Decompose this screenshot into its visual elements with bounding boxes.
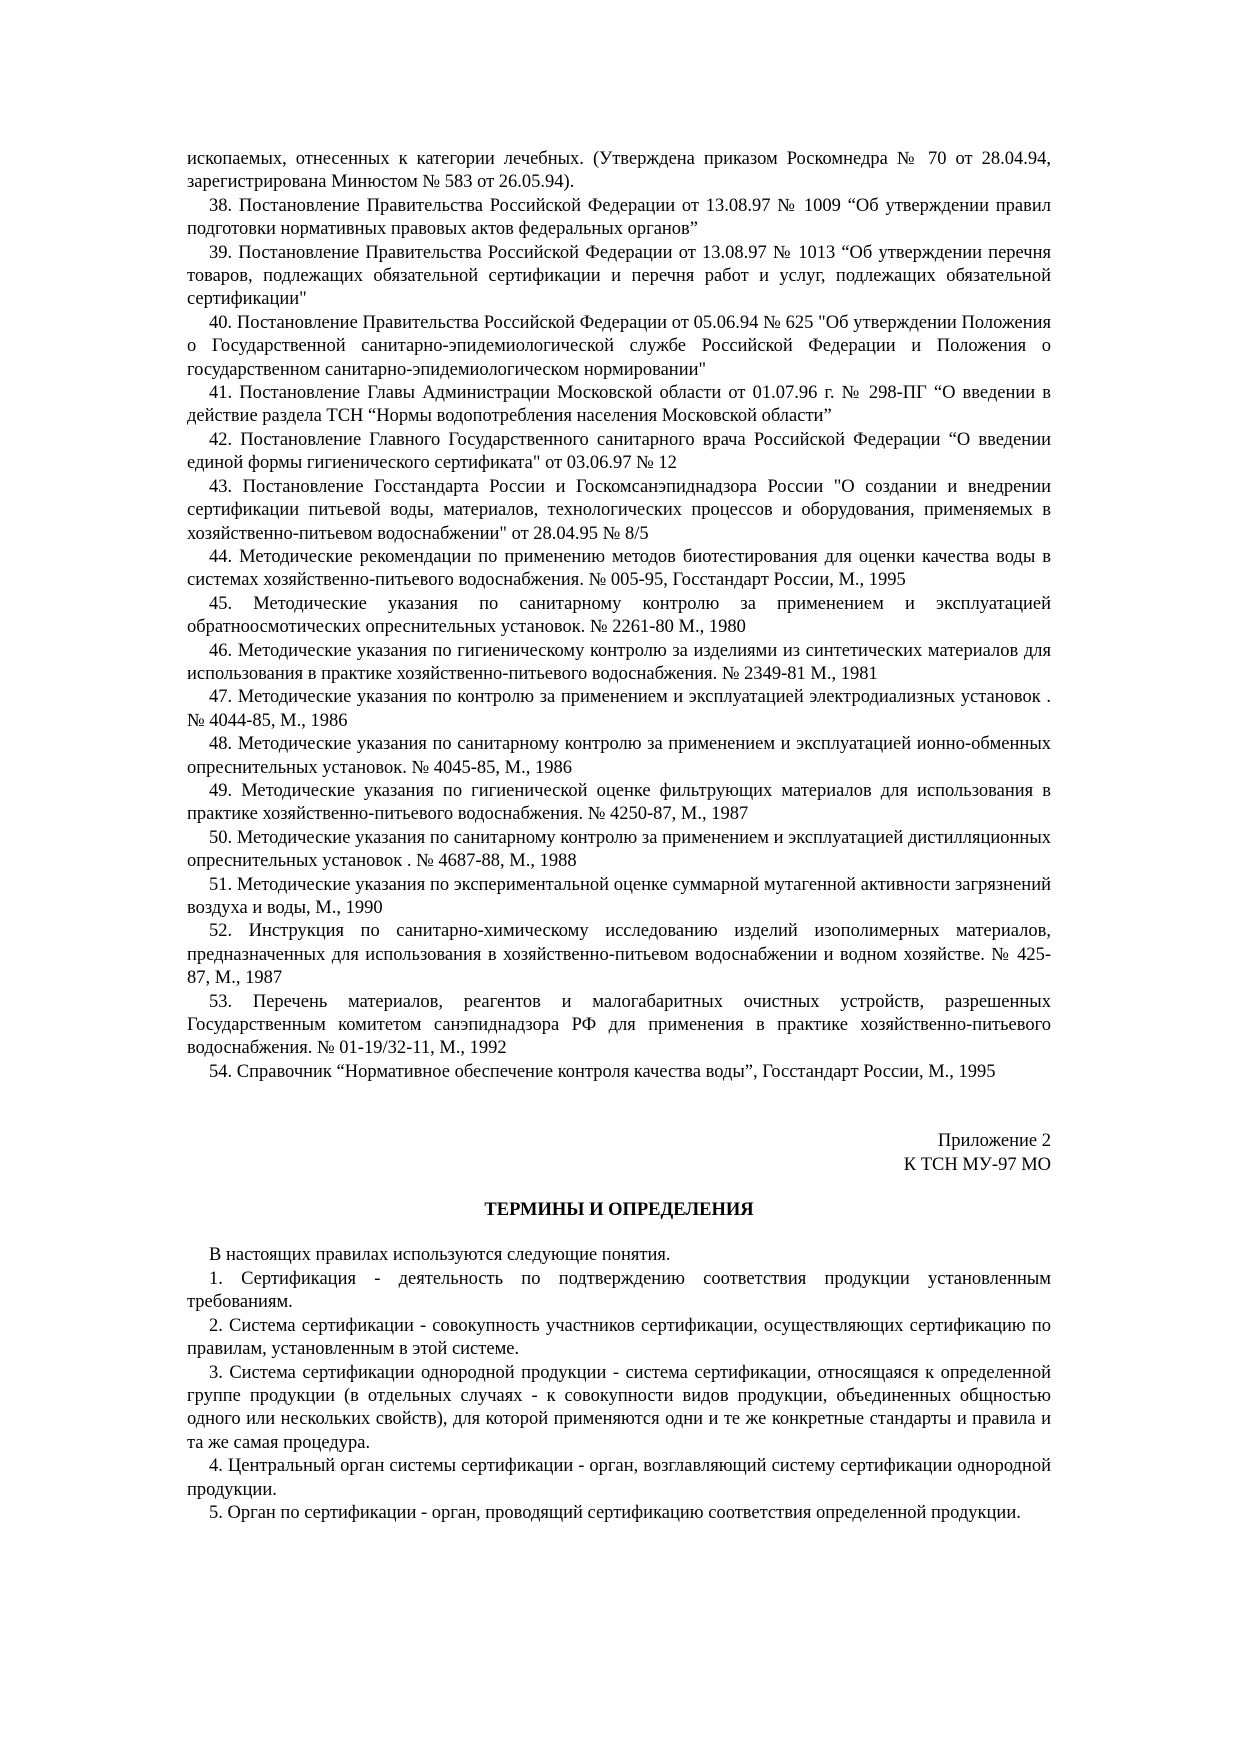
- appendix-reference: К ТСН МУ-97 МО: [903, 1154, 1051, 1175]
- reference-item: 53. Перечень материалов, реагентов и малогабаритных очистных устройств, разрешенных Государственным комитетом санэпиднадзора РФ для применения в практике хозяйственно-питьевого водоснабжения. № 01-19/32-11, М., 1992: [187, 991, 1051, 1059]
- reference-item: 47. Методические указания по контролю за применением и эксплуатацией электродиализных установок . № 4044-85, М., 1986: [187, 687, 1051, 731]
- definition-item: 1. Сертификация - деятельность по подтверждению соответствия продукции установленным требованиям.: [187, 1268, 1051, 1313]
- reference-item: 42. Постановление Главного Государственного санитарного врача Российской Федерации “О введении единой формы гигиенического сертификата" от 03.06.97 № 12: [187, 429, 1051, 474]
- appendix-label: [187, 1130, 1051, 1177]
- reference-item: 41. Постановление Главы Администрации Московской области от 01.07.96 г. № 298-ПГ “О введении в действие раздела ТСН “Нормы водопотребления населения Московской области”: [187, 383, 1051, 427]
- reference-item: 52. Инструкция по санитарно-химическому исследованию изделий изополимерных материалов, предназначенных для использования в хозяйственно-питьевом водоснабжении и водном хозяйстве. № 425-87, М., 1987: [187, 921, 1051, 989]
- spacer: [187, 1084, 1051, 1130]
- spacer: [187, 1177, 1051, 1199]
- spacer: [187, 1222, 1051, 1244]
- reference-item: 39. Постановление Правительства Российской Федерации от 13.08.97 № 1013 “Об утверждении перечня товаров, подлежащих обязательной сертификации и перечня работ и услуг, подлежащих обязательной сертификации": [187, 242, 1051, 310]
- page-content: [187, 148, 1051, 1525]
- reference-item: 45. Методические указания по санитарному контролю за применением и эксплуатацией обратноосмотических опреснительных установок. № 2261-80 М., 1980: [187, 593, 1051, 638]
- section-title: ТЕРМИНЫ И ОПРЕДЕЛЕНИЯ: [484, 1200, 754, 1221]
- definitions-intro: В настоящих правилах используются следующие понятия.: [209, 1245, 671, 1266]
- definition-item: 5. Орган по сертификации - орган, проводящий сертификацию соответствия определенной продукции.: [209, 1502, 1021, 1523]
- reference-item: 48. Методические указания по санитарному контролю за применением и эксплуатацией ионно-обменных опреснительных установок. № 4045-85, М., 1986: [187, 734, 1051, 778]
- reference-item: 49. Методические указания по гигиенической оценке фильтрующих материалов для использования в практике хозяйственно-питьевого водоснабжения. № 4250-87, М., 1987: [187, 780, 1051, 825]
- reference-item: 40. Постановление Правительства Российской Федерации от 05.06.94 № 625 "Об утверждении Положения о Государственной санитарно-эпидемиологической службе Российской Федерации и Положения о государственном санитарно-эпидемиологическом нормировании": [187, 312, 1051, 380]
- reference-item: 38. Постановление Правительства Российской Федерации от 13.08.97 № 1009 “Об утверждении правил подготовки нормативных правовых актов федеральных органов”: [187, 195, 1051, 240]
- reference-item: 50. Методические указания по санитарному контролю за применением и эксплуатацией дистилляционных опреснительных установок . № 4687-88, М., 1988: [187, 827, 1051, 872]
- reference-list: [187, 195, 1051, 1084]
- definitions-list: [187, 1244, 1051, 1525]
- appendix-number: Приложение 2: [937, 1131, 1051, 1152]
- reference-item: 44. Методические рекомендации по применению методов биотестирования для оценки качества воды в системах хозяйственно-питьевого водоснабжения. № 005-95, Госстандарт России, М., 1995: [187, 546, 1051, 591]
- intro-paragraph: ископаемых, отнесенных к категории лечебных. (Утверждена приказом Роскомнедра № 70 от 28.04.94, зарегистрирована Минюстом № 583 от 26.05.94).: [187, 149, 1051, 193]
- reference-item: 46. Методические указания по гигиеническому контролю за изделиями из синтетических материалов для использования в практике хозяйственно-питьевого водоснабжения. № 2349-81 М., 1981: [187, 640, 1051, 684]
- definition-item: 3. Система сертификации однородной продукции - система сертификации, относящаяся к определенной группе продукции (в отдельных случаях - к совокупности видов продукции, объединенных общностью одного или нескольких свойств), для которой применяются одни и те же конкретные стандарты и правила и та же самая процедура.: [187, 1362, 1051, 1453]
- reference-item: 51. Методические указания по экспериментальной оценке суммарной мутагенной активности загрязнений воздуха и воды, М., 1990: [187, 874, 1051, 918]
- reference-item: 43. Постановление Госстандарта России и Госкомсанэпиднадзора России "О создании и внедрении сертификации питьевой воды, материалов, технологических процессов и оборудования, применяемых в хозяйственно-питьевом водоснабжении" от 28.04.95 № 8/5: [187, 476, 1051, 544]
- definition-item: 4. Центральный орган системы сертификации - орган, возглавляющий систему сертификации однородной продукции.: [187, 1456, 1051, 1500]
- reference-item: 54. Справочник “Нормативное обеспечение контроля качества воды”, Госстандарт России, М., 1995: [209, 1061, 996, 1082]
- definition-item: 2. Система сертификации - совокупность участников сертификации, осуществляющих сертификацию по правилам, установленным в этой системе.: [187, 1315, 1051, 1360]
